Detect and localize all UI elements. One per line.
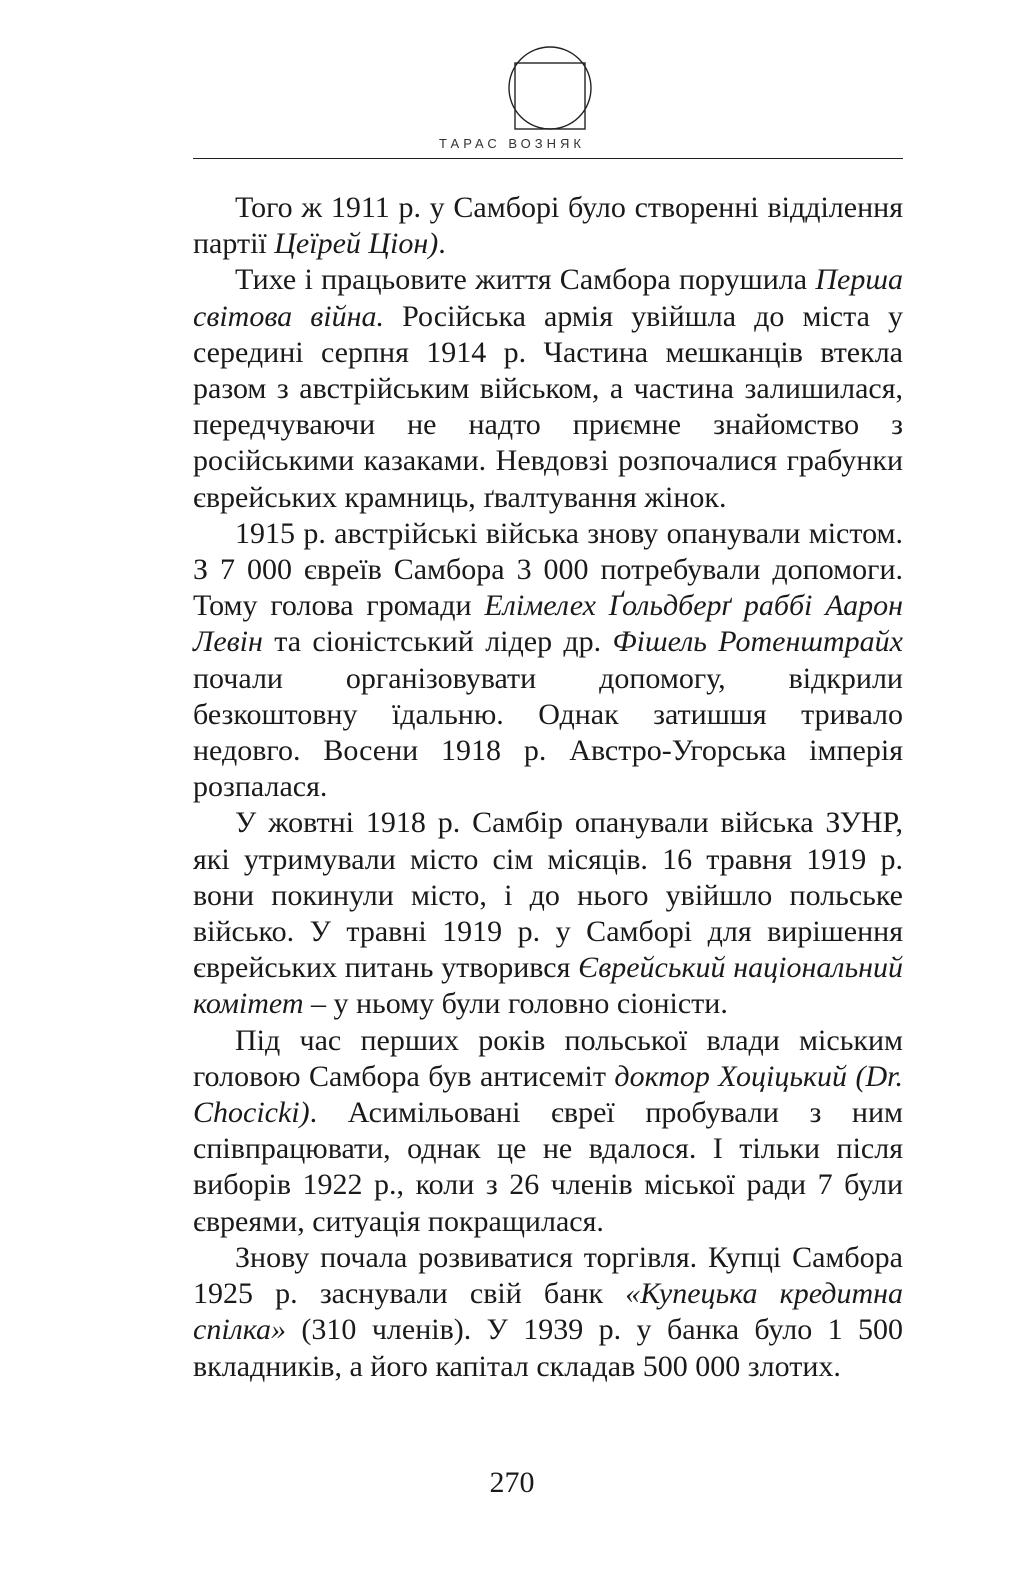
circle-square-logo-icon [507, 45, 593, 131]
italic-run: Єврейський національний комітет [193, 951, 904, 1021]
header-rule [193, 158, 903, 159]
paragraph [193, 516, 903, 806]
text-run: 1915 р. австрійські війська знову опанували містом. З 7 000 євреїв Самбора 3 000 потребували допомоги. Тому голова громади [193, 516, 903, 623]
italic-run: доктор Хоціцький (Dr. Chocicki) [193, 1059, 903, 1130]
paragraph [193, 262, 903, 515]
italic-run: «Купецька кредитна спілка» [193, 1277, 903, 1347]
paragraph [193, 190, 903, 262]
italic-run: Елімелех Ґольдберґ раббі Аарон Левін [193, 589, 903, 659]
text-run: Тихе і працьовите життя Самбора порушила [235, 263, 816, 297]
paragraph [193, 805, 903, 1022]
text-run: Того ж 1911 р. у Самборі було створенні відділення партії [193, 191, 903, 261]
text-run: почали організовувати допомогу, відкрили безкоштовну їдальню. Однак затишшя тривало недовго. Восени 1918 р. Австро-Угорська імперія розпалася. [193, 661, 903, 804]
paragraph [193, 1240, 903, 1385]
text-run: У жовтні 1918 р. Самбір опанували війська ЗУНР, які утримували місто сім місяців. 16 травня 1919 р. вони покинули місто, і до нього увійшло польське військо. У травні 1919 р. у Самборі для вирішення єврейських питань утворився [193, 806, 903, 985]
italic-run: Перша світова війна. [193, 263, 903, 333]
text-run: . [438, 227, 446, 261]
running-head: ТАРАС ВОЗНЯК [439, 136, 585, 151]
text-run: – у ньому були головно сіоністи. [303, 987, 728, 1021]
italic-run: Цеїрей Ціон) [274, 227, 439, 261]
text-run: та сіоністський лідер др. [262, 625, 613, 659]
text-run: Російська армія увійшла до міста у середині серпня 1914 р. Частина мешканців втекла разом з австрійським військом, а частина залишилася, передчуваючи не надто приємне знайомство з російськими казаками. Невдовзі розпочалися грабунки єврейських крамниць, ґвалтування жінок. [193, 299, 903, 514]
italic-run: Фішель Ротенштрайх [612, 625, 903, 659]
body-text [193, 190, 903, 1385]
text-run: Під час перших років польської влади міським головою Самбора був антисеміт [193, 1023, 903, 1093]
paragraph [193, 1023, 903, 1240]
text-run: . Асимільовані євреї пробували з ним співпрацювати, однак це не вдалося. І тільки після виборів 1922 р., коли з 26 членів міської ради 7 були євреями, ситуація покращилася. [193, 1096, 903, 1238]
text-run: (310 членів). У 1939 р. у банка було 1 500 вкладників, а його капітал складав 500 000 злотих. [193, 1313, 903, 1383]
page-number: 270 [489, 1466, 535, 1499]
text-run: Знову почала розвиватися торгівля. Купці Самбора 1925 р. заснували свій банк [193, 1240, 903, 1311]
